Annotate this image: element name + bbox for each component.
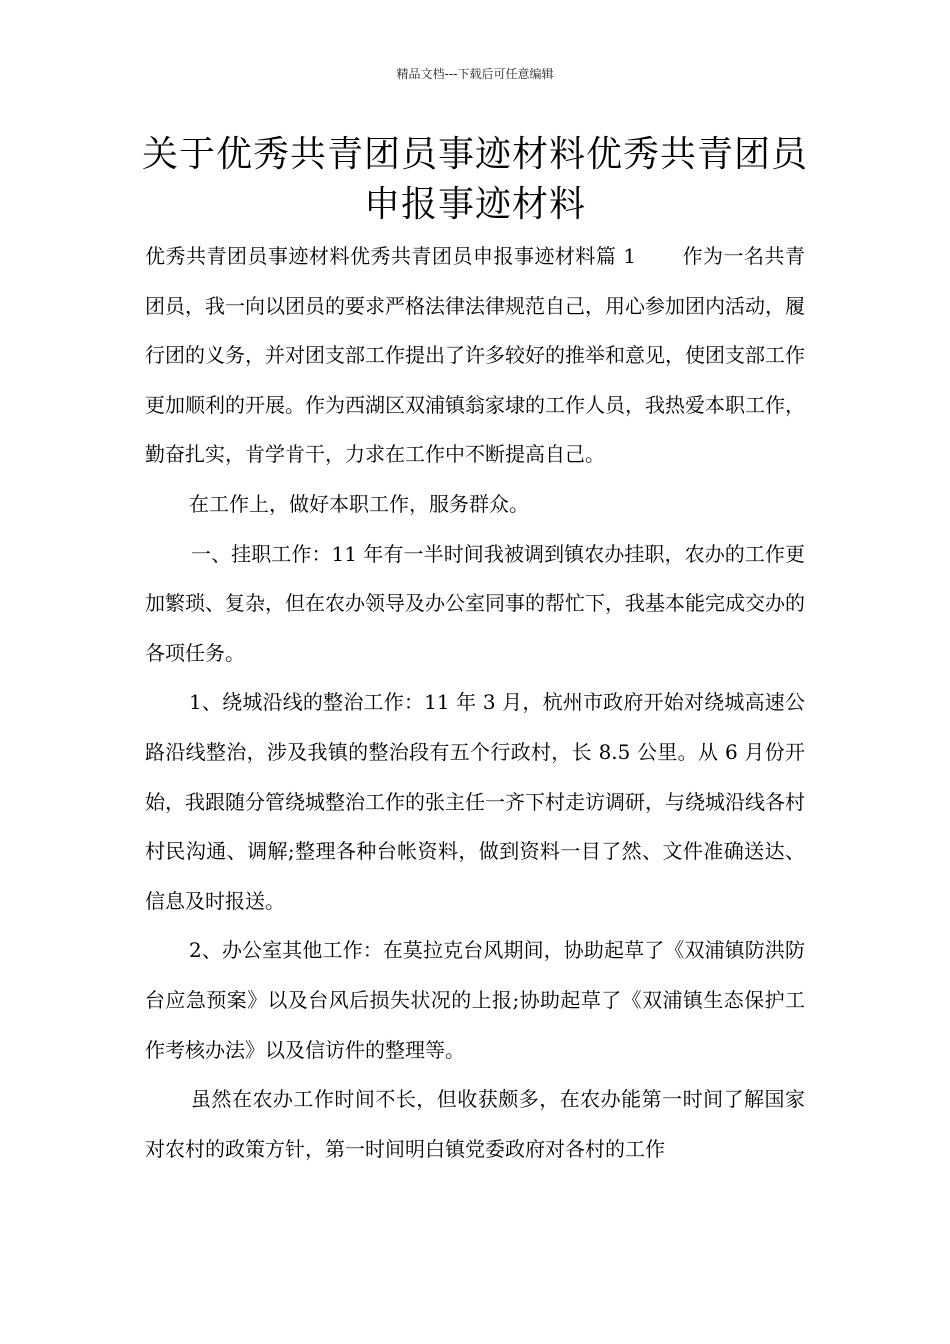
intro-text: 作为一名共青团员，我一向以团员的要求严格法律法律规范自己，用心参加团内活动，履行团的义务，并对团支部工作提出了许多较好的推举和意见，使团支部工作更加顺利的开展。作为西湖区双浦镇翁家埭的工作人员，我热爱本职工作，勤奋扎实，肯学肯干，力求在工作中不断提高自己。: [145, 244, 805, 467]
intro-paragraph: [145, 232, 805, 480]
body-paragraph: 虽然在农办工作时间不长，但收获颇多，在农办能第一时间了解国家对农村的政策方针，第一时间明白镇党委政府对各村的工作: [145, 1087, 805, 1161]
document-body: [145, 232, 805, 1174]
header-note: 精品文档---下载后可任意编辑: [396, 67, 554, 81]
body-paragraph: 1、绕城沿线的整治工作：11 年 3 月，杭州市政府开始对绕城高速公路沿线整治，涉及我镇的整治段有五个行政村，长 8.5 公里。从 6 月份开始，我跟随分管绕城整治工作的张主任一齐下村走访调研，与绕城沿线各村村民沟通、调解;整理各种台帐资料，做到资料一目了然、文件准确送达、信息及时报送。: [145, 690, 805, 913]
body-paragraph: 2、办公室其他工作：在莫拉克台风期间，协助起草了《双浦镇防洪防台应急预案》以及台风后损失状况的上报;协助起草了《双浦镇生态保护工作考核办法》以及信访件的整理等。: [145, 938, 805, 1062]
body-paragraph: 在工作上，做好本职工作，服务群众。: [189, 491, 529, 516]
body-paragraph: 一、挂职工作：11 年有一半时间我被调到镇农办挂职，农办的工作更加繁琐、复杂，但在农办领导及办公室同事的帮忙下，我基本能完成交办的各项任务。: [145, 541, 805, 665]
document-title: 关于优秀共青团员事迹材料优秀共青团员申报事迹材料: [141, 134, 808, 225]
intro-heading: 优秀共青团员事迹材料优秀共青团员申报事迹材料篇 1: [145, 244, 637, 268]
